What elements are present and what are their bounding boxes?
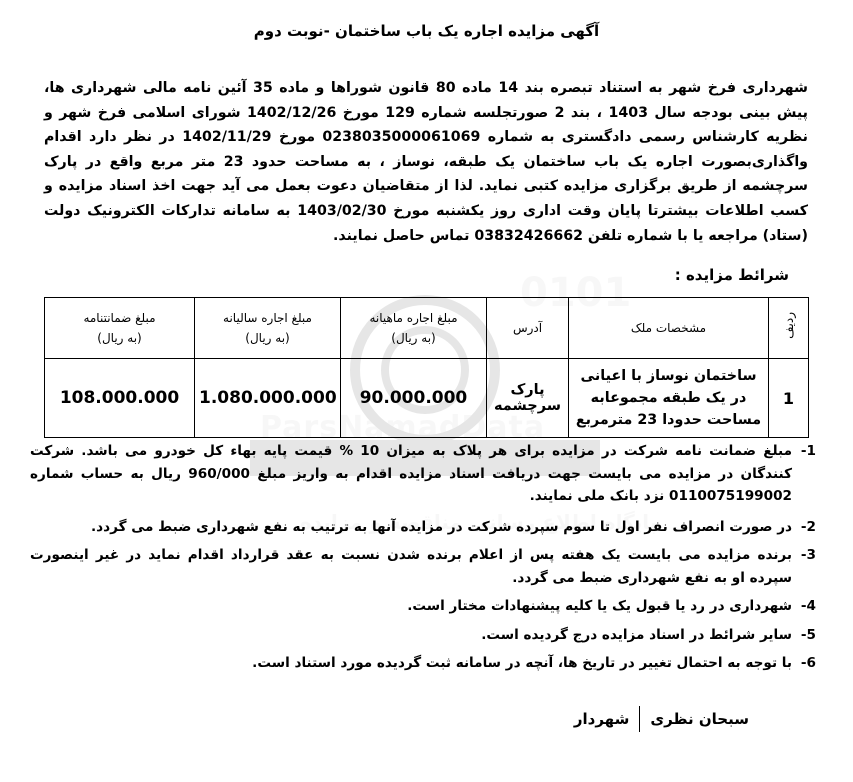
condition-item [30, 595, 816, 618]
condition-text: با توجه به احتمال تغییر در تاریخ ها، آنچه در سامانه ثبت گردیده مورد استناد است. [252, 655, 792, 671]
table-row [45, 359, 809, 438]
header-row-number: ردیف [769, 298, 809, 359]
signature-block [574, 706, 749, 732]
condition-text: سایر شرائط در اسناد مزایده درج گردیده است. [481, 626, 792, 643]
condition-text: برنده مزایده می بایست یک هفته پس از اعلام برنده شدن نسبت به عقد قرارداد اقدام نماید در غیر اینصورت سپرده او به نفع شهرداری ضبط می گردد. [30, 547, 792, 586]
condition-item [30, 652, 816, 675]
cell-property: ساختمان نوساز با اعیانی در یک طبقه مجموعابه مساحت حدودا 23 مترمربع [569, 359, 769, 438]
header-address: آدرس [487, 298, 569, 359]
header-yearly-rent: مبلغ اجاره سالیانه (به ریال) [195, 298, 341, 359]
cell-guarantee: 108.000.000 [45, 359, 195, 438]
condition-number: 3- [800, 547, 816, 563]
conditions-list [30, 440, 816, 681]
cell-yearly-rent: 1.080.000.000 [195, 359, 341, 438]
auction-table [44, 297, 809, 438]
condition-number: 1- [800, 443, 816, 459]
cell-monthly-rent: 90.000.000 [341, 359, 487, 438]
condition-text: مبلغ ضمانت نامه شرکت در مزایده برای هر پلاک به میزان 10 % قیمت پایه بهاء کل خودرو می باشد. شرکت کنندگان در مزایده می بایست جهت دریافت اسناد مزایده اقدام به واریز مبلغ 960/000 ریال به حساب شماره 0110075199002 نزد بانک ملی نمایند. [30, 443, 792, 504]
condition-number: 6- [800, 655, 816, 671]
condition-item [30, 624, 816, 647]
signature-divider [639, 706, 640, 732]
condition-item [30, 516, 816, 539]
condition-item [30, 440, 816, 508]
cell-address: پارک سرچشمه [487, 359, 569, 438]
conditions-title: شرائط مزایده : [674, 266, 789, 284]
header-property: مشخصات ملک [569, 298, 769, 359]
signatory-role: شهردار [573, 710, 630, 728]
condition-number: 2- [800, 518, 816, 535]
signatory-name: سبحان نظری [650, 710, 749, 728]
table-header-row [45, 298, 809, 359]
notice-title: آگهی مزایده اجاره یک باب ساختمان -نوبت دوم [253, 22, 600, 40]
notice-intro: شهرداری فرخ شهر به استناد تبصره بند 14 ماده 80 قانون شوراها و ماده 35 آئین نامه مالی شهرداری ها، پیش بینی بودجه سال 1403 ، بند 2 صورتجلسه شماره 129 مورخ 1402/12/26 شورای اسلامی فرخ شهر و نظریه کارشناس رسمی دادگستری به شماره 0238035000061069 مورخ 1402/11/29 در نظر دارد اقدام واگذاری‌بصورت اجاره یک باب ساختمان یک طبقه، نوساز ، به مساحت حدود 23 متر مربع واقع در پارک سرچشمه از طریق برگزاری مزایده کتبی نماید. لذا از متقاضیان دعوت بعمل می آید جهت اخذ اسناد مزایده و کسب اطلاعات بیشترتا پایان وقت اداری روز یکشنبه مورخ 1403/02/30 به سامانه تدارکات الکترونیک دولت (ستاد) مراجعه یا با شماره تلفن 03832426662 تماس حاصل نمایند. [44, 80, 809, 244]
condition-text: در صورت انصراف نفر اول تا سوم سپرده شرکت در مزایده آنها به ترتیب به نفع شهرداری ضبط می گردد. [91, 518, 792, 535]
condition-text: شهرداری در رد یا قبول یک یا کلیه پیشنهادات مختار است. [407, 598, 792, 614]
header-guarantee: مبلغ ضمانتنامه (به ریال) [45, 298, 195, 359]
header-monthly-rent: مبلغ اجاره ماهیانه (به ریال) [341, 298, 487, 359]
cell-row-number: 1 [769, 359, 809, 438]
condition-item [30, 544, 816, 589]
condition-number: 4- [800, 598, 816, 614]
condition-number: 5- [800, 626, 816, 643]
